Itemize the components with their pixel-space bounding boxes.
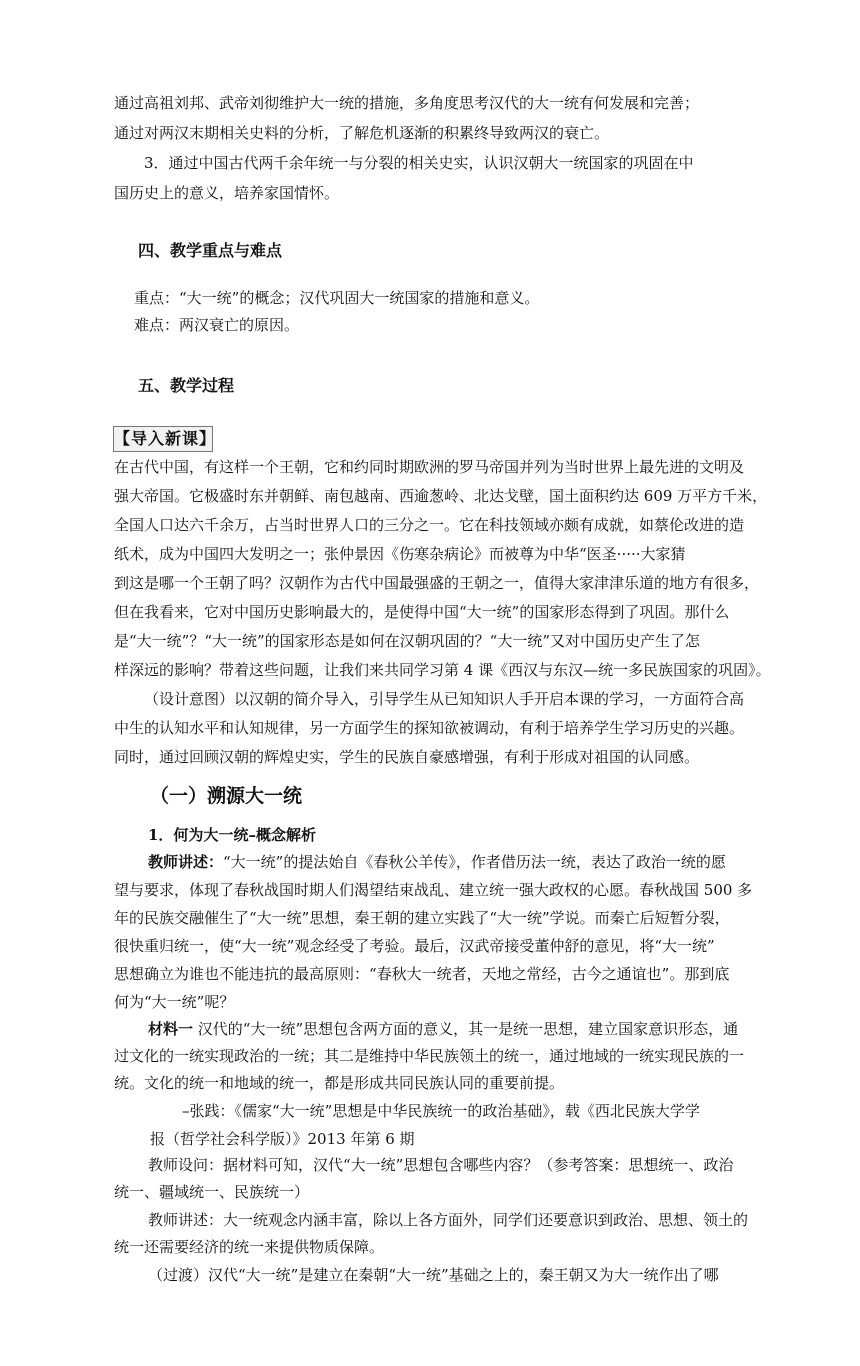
paragraph-line: 同时，通过回顾汉朝的辉煌史实，学生的民族自豪感增强，有利于形成对祖国的认同感。: [114, 748, 700, 766]
paragraph-line: 样深远的影响？带着这些问题，让我们来共同学习第 4 课《西汉与东汉—统一多民族国家的巩固》。: [114, 661, 771, 679]
paragraph-line: 统一还需要经济的统一来提供物质保障。: [114, 1238, 385, 1256]
paragraph-line: 统。文化的统一和地域的统一，都是形成共同民族认同的重要前提。: [114, 1074, 565, 1092]
text-line: 通过对两汉末期相关史料的分析，了解危机逐渐的积累终导致两汉的衰亡。: [114, 124, 610, 142]
paragraph-line: 在古代中国，有这样一个王朝，它和约同时期欧洲的罗马帝国并列为当时世界上最先进的文明及: [114, 458, 745, 476]
paragraph-line: 是“大一统”？“大一统”的国家形态是如何在汉朝巩固的？“大一统”又对中国历史产生了怎: [114, 632, 701, 650]
paragraph-line: 望与要求，体现了春秋战国时期人们渴望结束战乱、建立统一强大政权的心愿。春秋战国 500 多: [114, 881, 753, 899]
subsection-title: 1．何为大一统–概念解析: [148, 826, 316, 844]
paragraph-line: 过文化的一统实现政治的一统；其二是维持中华民族领土的统一，通过地域的一统实现民族的一: [114, 1047, 745, 1065]
lead-text: “大一统”的提法始自《春秋公羊传》，作者借历法一统，表达了政治一统的愿: [223, 853, 726, 871]
lead-label: 教师讲述：: [148, 853, 224, 871]
paragraph-line: 很快重归统一，使“大一统”观念经受了考验。最后，汉武帝接受董仲舒的意见，将“大一统”: [114, 937, 715, 955]
text-line: 重点：“大一统”的概念；汉代巩固大一统国家的措施和意义。: [134, 289, 540, 307]
citation-line: 报（哲学社会科学版）》2013 年第 6 期: [150, 1130, 415, 1148]
paragraph-line: 中生的认知水平和认知规律，另一方面学生的探知欲被调动，有利于培养学生学习历史的兴趣。: [114, 719, 745, 737]
text-line: 3．通过中国古代两千余年统一与分裂的相关史实，认识汉朝大一统国家的巩固在中: [144, 154, 694, 172]
paragraph-line: [148, 1019, 808, 1039]
paragraph-line: 强大帝国。它极盛时东并朝鲜、南包越南、西逾葱岭、北达戈壁，国土面积约达 609 万平方千米，: [114, 487, 768, 505]
paragraph-line: 统一、疆域统一、民族统一）: [114, 1183, 310, 1201]
text-line: 通过高祖刘邦、武帝刘彻维护大一统的措施，多角度思考汉代的大一统有何发展和完善；: [114, 94, 700, 112]
section-heading: 四、教学重点与难点: [138, 241, 283, 260]
intro-badge: 【导入新课】: [113, 426, 213, 452]
text-line: 国历史上的意义，培养家国情怀。: [114, 184, 340, 202]
paragraph-line: 教师设问：据材料可知，汉代“大一统”思想包含哪些内容？（参考答案：思想统一、政治: [148, 1156, 734, 1174]
text-line: 难点：两汉衰亡的原因。: [134, 316, 300, 334]
paragraph-line: （设计意图）以汉朝的简介导入，引导学生从已知知识人手开启本课的学习，一方面符合高: [144, 690, 745, 708]
paragraph-line: 年的民族交融催生了“大一统”思想，秦王朝的建立实践了“大一统”学说。而秦亡后短暂分裂，: [114, 909, 730, 927]
paragraph-line: 思想确立为谁也不能违抗的最高原则：“春秋大一统者，天地之常经，古今之通谊也”。那到底: [114, 965, 730, 983]
citation-line: –张践：《儒家“大一统”思想是中华民族统一的政治基础》，载《西北民族大学学: [182, 1102, 700, 1120]
material-label: 材料一: [148, 1020, 194, 1038]
paragraph-line: [148, 852, 808, 872]
paragraph-line: 教师讲述：大一统观念内涵丰富，除以上各方面外，同学们还要意识到政治、思想、领土的: [148, 1211, 749, 1229]
paragraph-line: （过渡）汉代“大一统”是建立在秦朝“大一统”基础之上的，秦王朝又为大一统作出了哪: [148, 1266, 719, 1284]
paragraph-line: 何为“大一统”呢？: [114, 993, 235, 1011]
paragraph-line: 纸术，成为中国四大发明之一；张仲景因《伤寒杂病论》而被尊为中华“医圣·····大家猜: [114, 545, 686, 563]
paragraph-line: 到这是哪一个王朝了吗？汉朝作为古代中国最强盛的王朝之一，值得大家津津乐道的地方有很多，: [114, 574, 760, 592]
section-heading: 五、教学过程: [138, 376, 235, 395]
material-text: 汉代的“大一统”思想包含两方面的意义，其一是统一思想，建立国家意识形态，通: [193, 1020, 739, 1038]
section-title: （一）溯源大一统: [150, 785, 303, 807]
paragraph-line: 全国人口达六千余万，占当时世界人口的三分之一。它在科技领域亦颇有成就，如蔡伦改进的造: [114, 516, 745, 534]
paragraph-line: 但在我看来，它对中国历史影响最大的，是使得中国“大一统”的国家形态得到了巩固。那什么: [114, 603, 730, 621]
